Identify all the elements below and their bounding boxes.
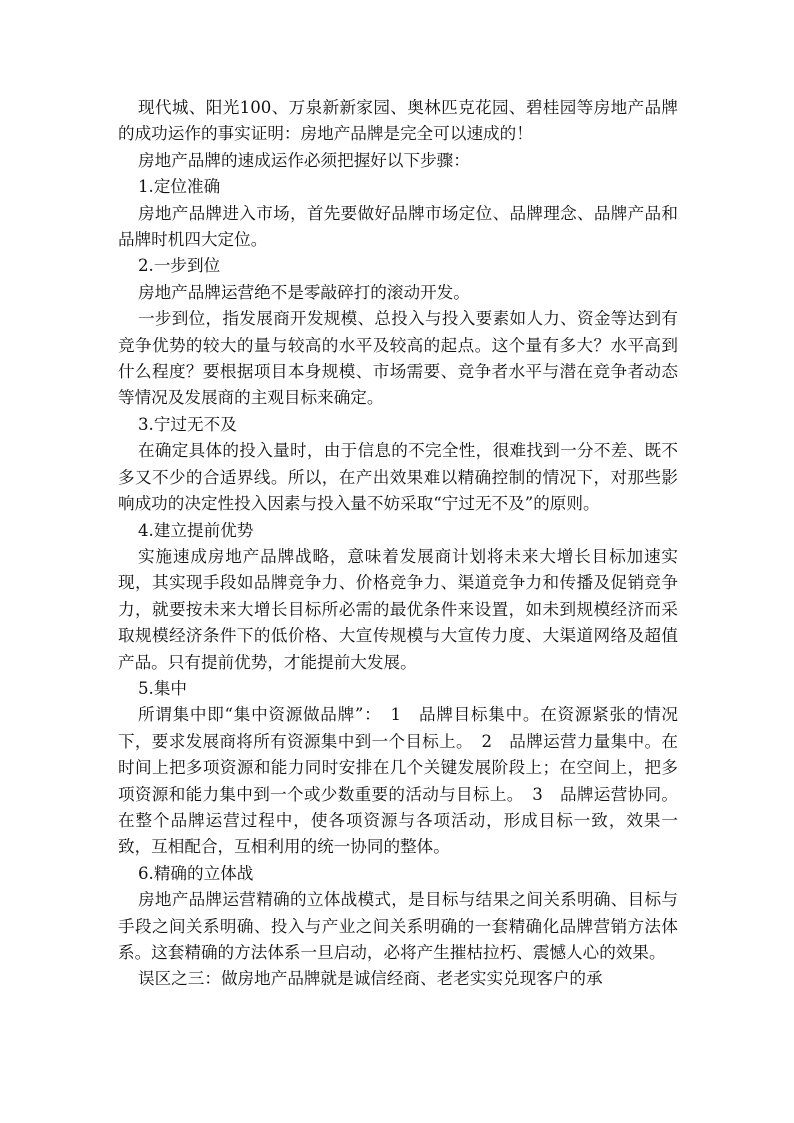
section-1-paragraph: 房地产品牌进入市场，首先要做好品牌市场定位、品牌理念、品牌产品和品牌时机四大定位。: [118, 203, 678, 250]
section-2-paragraph-a: 房地产品牌运营绝不是零敲碎打的滚动开发。: [138, 282, 470, 302]
section-4-paragraph: 实施速成房地产品牌战略，意味着发展商计划将未来大增长目标加速实现，其实现手段如品牌竞争力、价格竞争力、渠道竞争力和传播及促销竞争力，就要按未来大增长目标所必需的最优条件来设置，如未到规模经济而采取规模经济条件下的低价格、大宣传规模与大宣传力度、大渠道网络及超值产品。只有提前优势，才能提前大发展。: [118, 546, 678, 672]
section-2-paragraph-b: 一步到位，指发展商开发规模、总投入与投入要素如人力、资金等达到有竞争优势的较大的量与较高的水平及较高的起点。这个量有多大？水平高到什么程度？要根据项目本身规模、市场需要、竞争者水平与潜在竞争者动态等情况及发展商的主观目标来确定。: [118, 309, 678, 408]
section-heading-5: 5.集中: [138, 678, 188, 698]
document-body: [118, 95, 678, 993]
section-heading-3: 3.宁过无不及: [138, 414, 237, 434]
section-heading-6: 6.精确的立体战: [138, 863, 254, 883]
section-heading-1: 1.定位准确: [138, 177, 221, 197]
section-3-paragraph: 在确定具体的投入量时，由于信息的不完全性，很难找到一分不差、既不多又不少的合适界线。所以，在产出效果难以精确控制的情况下，对那些影响成功的决定性投入因素与投入量不妨采取“宁过无不及”的原则。: [118, 441, 678, 514]
steps-intro-paragraph: 房地产品牌的速成运作必须把握好以下步骤：: [138, 150, 470, 170]
intro-paragraph: 现代城、阳光100、万泉新新家园、奥林匹克花园、碧桂园等房地产品牌的成功运作的事实证明：房地产品牌是完全可以速成的！: [118, 98, 678, 144]
misconception-3-paragraph: 误区之三：做房地产品牌就是诚信经商、老老实实兑现客户的承: [138, 969, 603, 989]
section-6-paragraph: 房地产品牌运营精确的立体战模式，是目标与结果之间关系明确、目标与手段之间关系明确、投入与产业之间关系明确的一套精确化品牌营销方法体系。这套精确的方法体系一旦启动，必将产生摧枯拉朽、震憾人心的效果。: [118, 890, 678, 962]
section-5-paragraph: 所谓集中即“集中资源做品牌”： 1 品牌目标集中。在资源紧张的情况下，要求发展商将所有资源集中到一个目标上。 2 品牌运营力量集中。在时间上把多项资源和能力同时安排在几个关键发展阶段上；在空间上，把多项资源和能力集中到一个或少数重要的活动与目标上。 3 品牌运营协同。在整个品牌运营过程中，使各项资源与各项活动，形成目标一致，效果一致，互相配合，互相利用的统一协同的整体。: [118, 705, 678, 857]
section-heading-2: 2.一步到位: [138, 256, 221, 276]
section-heading-4: 4.建立提前优势: [138, 520, 254, 540]
